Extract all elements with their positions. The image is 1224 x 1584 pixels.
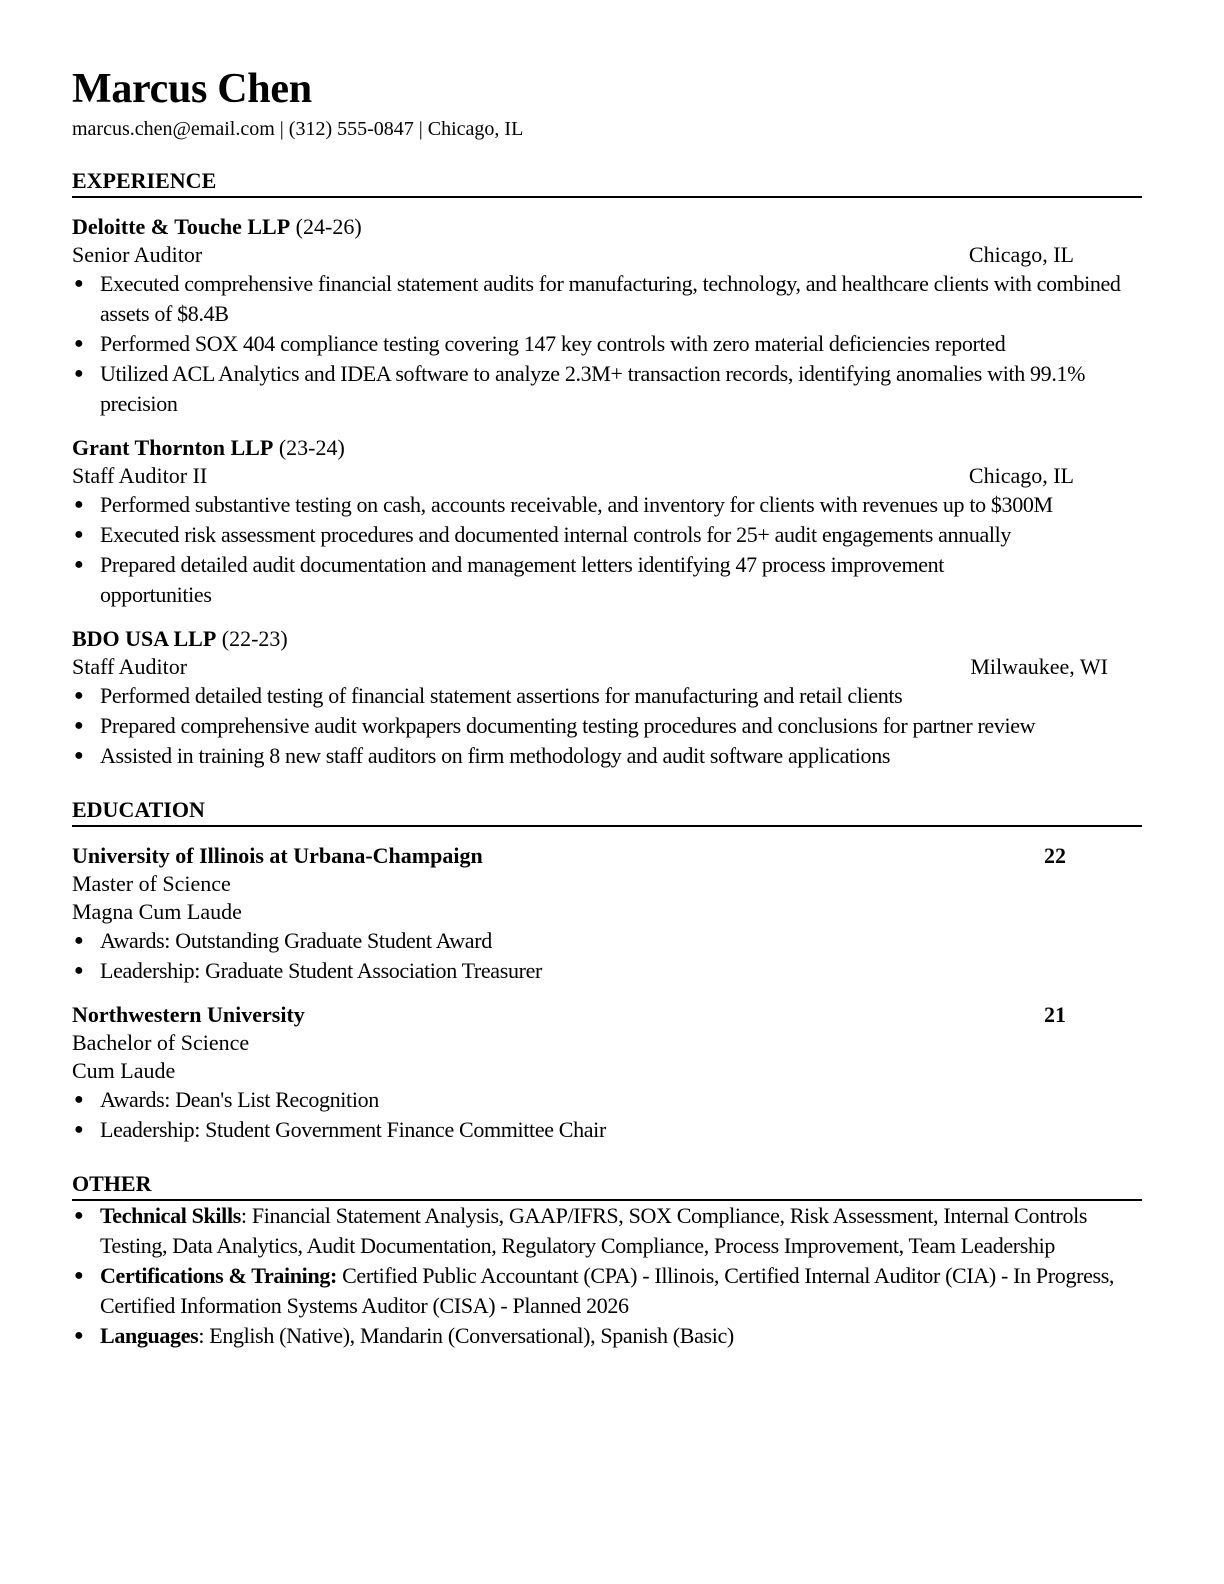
- entry-heading: [72, 212, 1142, 241]
- bullet-list: [72, 1085, 1142, 1145]
- separator: :: [198, 1323, 210, 1348]
- bullet-text: Performed SOX 404 compliance testing covering 147 key controls with zero material deficiencies reported: [100, 331, 1006, 356]
- other-section: [72, 1169, 1142, 1351]
- honors-text: Cum Laude: [72, 1058, 176, 1083]
- education-entry: [72, 1000, 1142, 1145]
- role-row: [72, 462, 1142, 490]
- job-title: Staff Auditor: [72, 654, 188, 679]
- entry-heading: [72, 841, 1142, 870]
- honors: [72, 1057, 1142, 1085]
- degree: [72, 1029, 1142, 1057]
- list-item: [72, 741, 1142, 771]
- bullet-icon: ●: [74, 526, 84, 543]
- list-item: [72, 926, 1142, 956]
- entry-heading: [72, 1000, 1142, 1029]
- bullet-list: [72, 490, 1142, 610]
- employment-dates: (23-24): [278, 435, 345, 460]
- list-item: [72, 711, 1142, 741]
- company-name: Grant Thornton LLP: [72, 435, 274, 460]
- item-label: Languages: [100, 1323, 199, 1348]
- bullet-icon: ●: [74, 275, 84, 292]
- bullet-text: Assisted in training 8 new staff auditors on firm methodology and audit software applications: [100, 743, 891, 768]
- resume-header: [72, 62, 1142, 142]
- bullet-list: [72, 926, 1142, 986]
- bullet-text: Prepared detailed audit documentation and management letters identifying 47 process improvement opportunities: [100, 552, 945, 607]
- job-location: Chicago, IL: [968, 463, 1074, 488]
- item-text: Certified Public Accountant (CPA) - Illinois, Certified Internal Auditor (CIA) - In Progress, Certified Information Systems Auditor (CISA) - Planned 2026: [100, 1263, 1115, 1318]
- job-title: Senior Auditor: [72, 242, 203, 267]
- list-item: [72, 1115, 1142, 1145]
- other-list: [72, 1201, 1142, 1351]
- graduation-year: 22: [1044, 843, 1066, 868]
- job-location: Chicago, IL: [968, 242, 1074, 267]
- bullet-text: Executed risk assessment procedures and documented internal controls for 25+ audit engagements annually: [100, 522, 1012, 547]
- experience-entry: [72, 212, 1142, 419]
- bullet-list: [72, 269, 1142, 419]
- bullet-list: [72, 681, 1142, 771]
- bullet-icon: ●: [74, 1091, 84, 1108]
- section-title-experience: EXPERIENCE: [72, 166, 1142, 198]
- section-title-education: EDUCATION: [72, 795, 1142, 827]
- employment-dates: (24-26): [295, 214, 362, 239]
- bullet-icon: ●: [74, 1267, 84, 1284]
- degree: [72, 870, 1142, 898]
- degree-text: Bachelor of Science: [72, 1030, 250, 1055]
- item-text: English (Native), Mandarin (Conversational), Spanish (Basic): [209, 1323, 734, 1348]
- education-section: [72, 795, 1142, 1145]
- item-label: Technical Skills: [100, 1203, 241, 1228]
- bullet-icon: ●: [74, 747, 84, 764]
- bullet-icon: ●: [74, 365, 84, 382]
- bullet-text: Executed comprehensive financial statement audits for manufacturing, technology, and healthcare clients with combined assets of $8.4B: [100, 271, 1121, 326]
- experience-entry: [72, 624, 1142, 771]
- job-location: Milwaukee, WI: [970, 654, 1108, 679]
- honors: [72, 898, 1142, 926]
- bullet-text: Performed substantive testing on cash, accounts receivable, and inventory for clients with revenues up to $300M: [100, 492, 1053, 517]
- bullet-icon: ●: [74, 717, 84, 734]
- list-item-languages: [72, 1321, 1142, 1351]
- bullet-icon: ●: [74, 496, 84, 513]
- candidate-name: Marcus Chen: [72, 66, 312, 112]
- list-item: [72, 359, 1142, 419]
- list-item: [72, 956, 1142, 986]
- education-entry: [72, 841, 1142, 986]
- bullet-icon: ●: [74, 335, 84, 352]
- bullet-text: Utilized ACL Analytics and IDEA software to analyze 2.3M+ transaction records, identifying anomalies with 99.1% precision: [100, 361, 1086, 416]
- bullet-text: Awards: Dean's List Recognition: [100, 1087, 379, 1112]
- entry-heading: [72, 624, 1142, 653]
- company-name: Deloitte & Touche LLP: [72, 214, 291, 239]
- job-title: Staff Auditor II: [72, 463, 208, 488]
- bullet-icon: ●: [74, 556, 84, 573]
- company-name: BDO USA LLP: [72, 626, 217, 651]
- bullet-text: Performed detailed testing of financial statement assertions for manufacturing and retail clients: [100, 683, 903, 708]
- honors-text: Magna Cum Laude: [72, 899, 242, 924]
- separator: :: [240, 1203, 252, 1228]
- employment-dates: (22-23): [221, 626, 288, 651]
- list-item: [72, 681, 1142, 711]
- list-item: [72, 490, 1142, 520]
- list-item: [72, 329, 1142, 359]
- item-label: Certifications & Training:: [100, 1263, 337, 1288]
- graduation-year: 21: [1044, 1002, 1066, 1027]
- list-item: [72, 1085, 1142, 1115]
- bullet-icon: ●: [74, 932, 84, 949]
- bullet-text: Awards: Outstanding Graduate Student Award: [100, 928, 492, 953]
- list-item-technical-skills: [72, 1201, 1142, 1261]
- contact-info: marcus.chen@email.com | (312) 555-0847 | Chicago, IL: [72, 118, 524, 140]
- entry-heading: [72, 433, 1142, 462]
- list-item: [72, 550, 1142, 610]
- bullet-text: Leadership: Student Government Finance Committee Chair: [100, 1117, 606, 1142]
- list-item-certifications: [72, 1261, 1142, 1321]
- list-item: [72, 269, 1142, 329]
- resume-page: [72, 62, 1142, 1351]
- role-row: [72, 241, 1142, 269]
- bullet-icon: ●: [74, 962, 84, 979]
- school-name: University of Illinois at Urbana-Champaign: [72, 843, 483, 868]
- role-row: [72, 653, 1142, 681]
- bullet-icon: ●: [74, 1207, 84, 1224]
- bullet-icon: ●: [74, 1327, 84, 1344]
- bullet-icon: ●: [74, 1121, 84, 1138]
- experience-section: [72, 166, 1142, 771]
- section-title-other: OTHER: [72, 1169, 1142, 1201]
- school-name: Northwestern University: [72, 1002, 305, 1027]
- bullet-text: Prepared comprehensive audit workpapers documenting testing procedures and conclusions for partner review: [100, 713, 1036, 738]
- experience-entry: [72, 433, 1142, 610]
- bullet-icon: ●: [74, 687, 84, 704]
- bullet-text: Leadership: Graduate Student Association Treasurer: [100, 958, 542, 983]
- item-text: Financial Statement Analysis, GAAP/IFRS, SOX Compliance, Risk Assessment, Internal Controls Testing, Data Analytics, Audit Documentation, Regulatory Compliance, Process Improvement, Team Leadership: [100, 1203, 1088, 1258]
- degree-text: Master of Science: [72, 871, 231, 896]
- list-item: [72, 520, 1142, 550]
